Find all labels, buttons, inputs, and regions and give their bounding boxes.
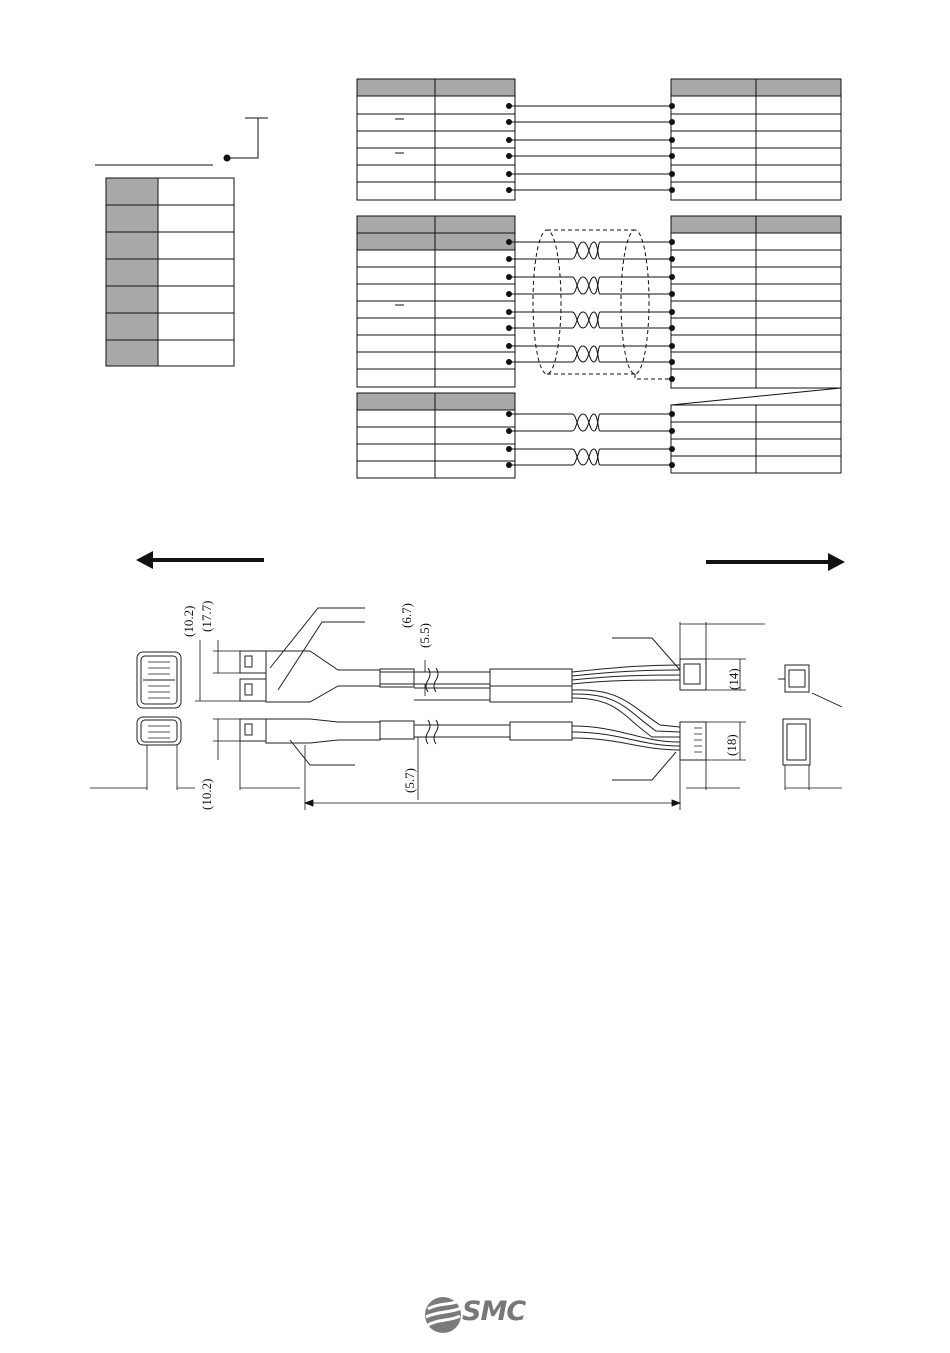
dim-14: (14) — [726, 668, 741, 690]
direction-arrow-left — [136, 551, 264, 569]
top-wire-dots — [506, 103, 675, 193]
cable-shield — [533, 230, 672, 379]
left-pin-table — [95, 118, 268, 366]
dim-10-2-top: (10.2) — [181, 605, 196, 637]
top-wiring-block — [357, 79, 841, 200]
direction-arrow-right — [706, 553, 845, 571]
twisted-pairs — [572, 242, 600, 362]
dim-6-7: (6.7) — [399, 603, 414, 628]
bottom-wire-dots — [506, 411, 675, 468]
dim-17-7: (17.7) — [199, 600, 214, 632]
dim-5-5: (5.5) — [417, 623, 432, 648]
cable-outline-drawing — [137, 605, 810, 780]
dim-18: (18) — [724, 734, 739, 756]
shielded-wire-dots — [506, 239, 675, 382]
dim-5-7: (5.7) — [402, 768, 417, 793]
dim-10-2-bottom: (10.2) — [199, 778, 214, 810]
brand-name: SMC — [462, 1296, 526, 1327]
bottom-wiring-block — [357, 393, 841, 478]
dimension-labels — [181, 601, 741, 810]
